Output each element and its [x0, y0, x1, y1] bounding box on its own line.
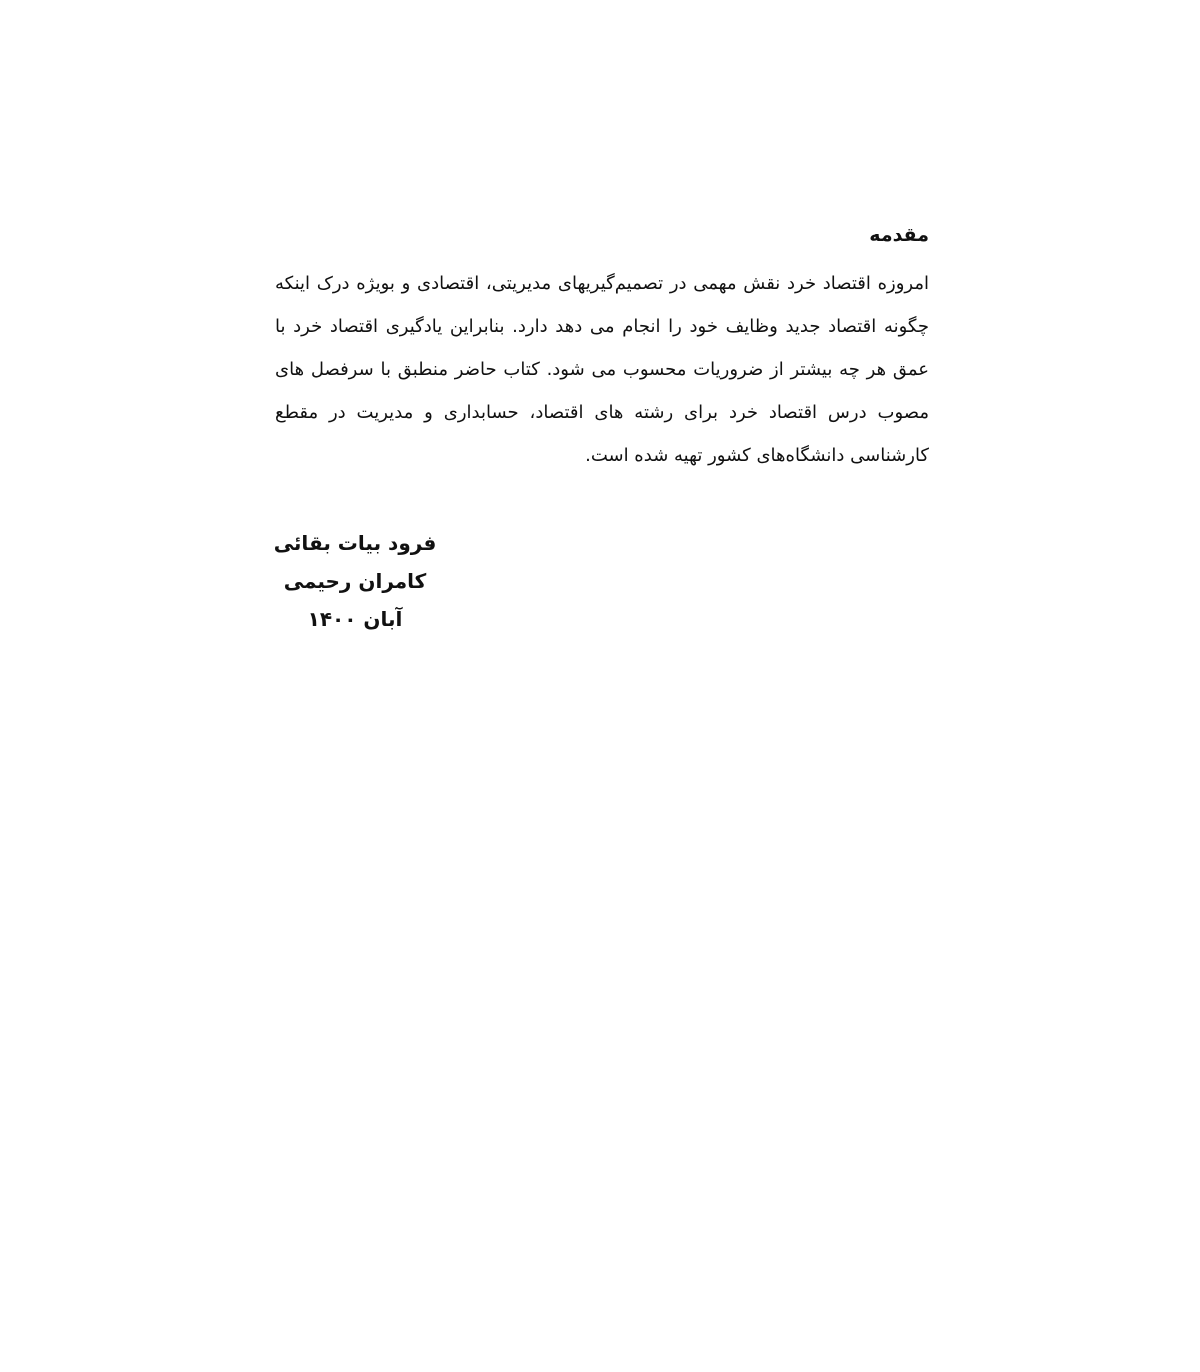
author-name-1: فرود بیات بقائی [273, 531, 437, 555]
author-name-2: کامران رحیمی [283, 569, 427, 593]
page-heading: مقدمه [869, 224, 929, 246]
signature-block [250, 524, 460, 638]
introduction-paragraph: امروزه اقتصاد خرد نقش مهمی در تصمیم‌گیریهای مدیریتی، اقتصادی و بویژه درک اینکه چگونه اقتصاد جدید وظایف خود را انجام می دهد دارد. بنابراین یادگیری اقتصاد خرد با عمق هر چه بیشتر از ضروریات محسوب می شود. کتاب حاضر منطبق با سرفصل های مصوب درس اقتصاد خرد برای رشته های اقتصاد، حسابداری و مدیریت در مقطع کارشناسی دانشگاه‌های کشور تهیه شده است. [275, 273, 929, 466]
signature-date: آبان ۱۴۰۰ [307, 607, 403, 631]
